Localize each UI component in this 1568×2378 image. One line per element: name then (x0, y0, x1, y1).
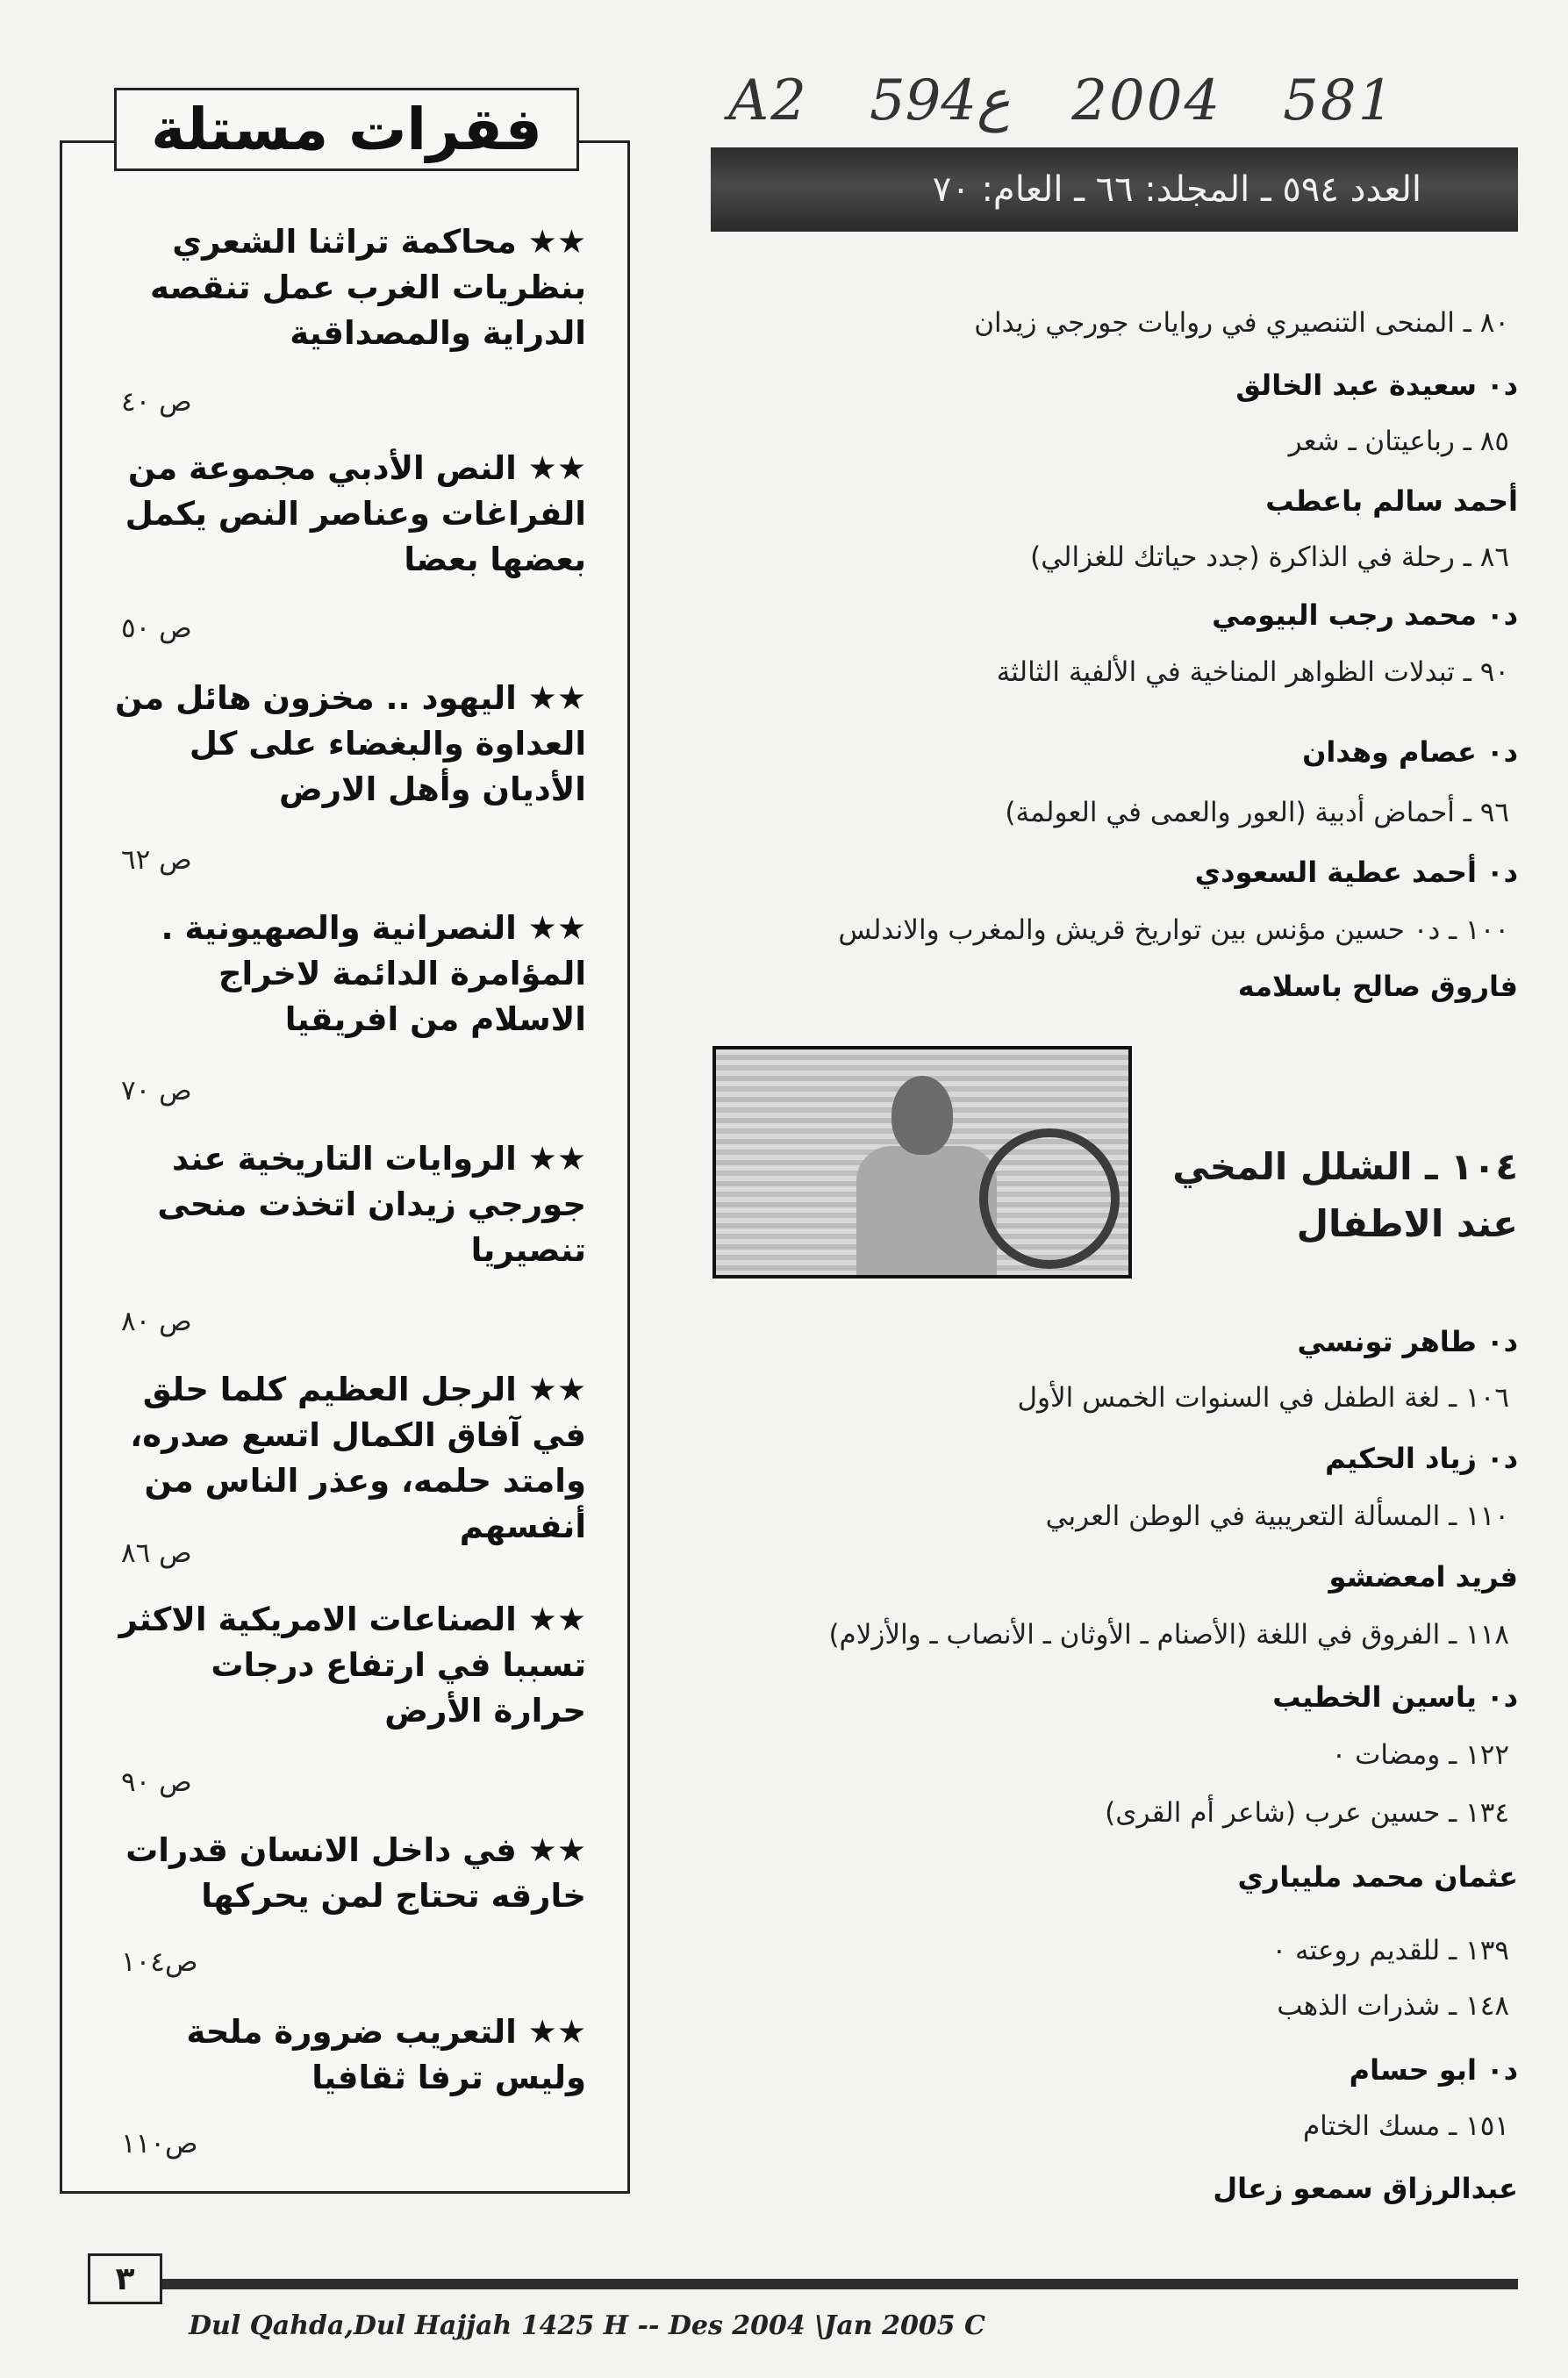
toc-item-author: عثمان محمد مليباري (1237, 1860, 1518, 1894)
quote-page-ref: ص ٧٠ (121, 1075, 192, 1107)
feature-photo (712, 1046, 1132, 1279)
quote-page-ref: ص ٨٠ (121, 1306, 192, 1337)
quote-page-ref: ص ٥٠ (121, 612, 192, 644)
wheelchair-wheel-icon (979, 1128, 1120, 1269)
quotes-panel-title: فقرات مستلة (114, 88, 579, 171)
handwritten-annotation (728, 53, 1457, 149)
quote-item[interactable]: ★★ الصناعات الامريكية الاكثر تسببا في ارتفاع درجات حرارة الأرض (118, 1601, 586, 1730)
quote-page-ref: ص ٨٦ (121, 1537, 192, 1569)
toc-item-title[interactable]: ١٤٨ ـ شذرات الذهب (1277, 1990, 1509, 2022)
quote-page-ref: ص١١٠ (121, 2128, 198, 2160)
page-number: ٣ (88, 2253, 162, 2304)
quote-item[interactable]: ★★ الروايات التاريخية عند جورجي زيدان اتخذت منحى تنصيريا (157, 1140, 586, 1269)
toc-item-title[interactable]: ١١٠ ـ المسألة التعريبية في الوطن العربي (1045, 1501, 1509, 1532)
handwriting-number: 581 (1283, 68, 1396, 133)
toc-item-author: فريد امعضشو (1328, 1560, 1518, 1594)
toc-item-author: أحمد سالم باعطب (1265, 484, 1518, 518)
quote-page-ref: ص ٩٠ (121, 1766, 192, 1798)
quote-item[interactable]: ★★ الرجل العظيم كلما حلق في آفاق الكمال اتسع صدره، وامتد حلمه، وعذر الناس من أنفسهم (130, 1371, 586, 1545)
issue-header-bar (711, 147, 1518, 232)
toc-item-author: د٠ محمد رجب البيومي (1212, 598, 1518, 632)
quote-item[interactable]: ★★ التعريب ضرورة ملحة وليس ترفا ثقافيا (186, 2013, 586, 2096)
toc-item-title[interactable]: ١٢٢ ـ ومضات ٠ (1331, 1739, 1509, 1771)
handwriting-issue: 594ع (869, 68, 1011, 133)
toc-item-title[interactable]: ١٣٤ ـ حسين عرب (شاعر أم القرى) (1105, 1797, 1509, 1829)
quote-item[interactable]: ★★ النص الأدبي مجموعة من الفراغات وعناصر النص يكمل بعضها بعضا (125, 449, 586, 578)
photo-child-body (856, 1146, 997, 1278)
toc-item-title[interactable]: ١٣٩ ـ للقديم روعته ٠ (1271, 1935, 1509, 1966)
toc-item-title[interactable]: ١٠٠ ـ د٠ حسين مؤنس بين تواريخ قريش والمغرب والاندلس (838, 914, 1509, 946)
photo-child-head (891, 1076, 953, 1155)
issue-line: العدد ٥٩٤ ـ المجلد: ٦٦ ـ العام: ٧٠ (932, 169, 1421, 210)
quote-page-ref: ص ٤٠ (121, 386, 192, 418)
toc-item-title[interactable]: ٨٥ ـ رباعيتان ـ شعر (1288, 426, 1509, 457)
quotes-list (112, 219, 586, 2185)
quote-page-ref: ص١٠٤ (121, 1946, 198, 1978)
quote-item[interactable]: ★★ اليهود .. مخزون هائل من العداوة والبغضاء على كل الأديان وأهل الارض (115, 679, 586, 808)
feature-author: د٠ طاهر تونسي (1297, 1325, 1518, 1358)
handwriting-code: A2 (728, 68, 808, 133)
footer-date-line: Dul Qahda,Dul Hajjah 1425 H -- Des 2004 \Jan 2005 C (189, 2310, 985, 2341)
handwriting-year: 2004 (1071, 68, 1222, 133)
toc-item-author: د٠ ابو حسام (1349, 2053, 1518, 2087)
toc-item-title[interactable]: ٩٦ ـ أحماض أدبية (العور والعمى في العولمة) (1005, 797, 1509, 828)
footer-rule (105, 2279, 1518, 2289)
toc-item-author: د٠ أحمد عطية السعودي (1194, 856, 1518, 889)
toc-item-title[interactable]: ٨٠ ـ المنحى التنصيري في روايات جورجي زيدان (974, 307, 1509, 339)
quote-item[interactable]: ★★ النصرانية والصهيونية . المؤامرة الدائمة لاخراج الاسلام من افريقيا (161, 909, 586, 1038)
toc-item-author: د٠ ياسين الخطيب (1272, 1680, 1518, 1714)
toc-item-author: د٠ زياد الحكيم (1325, 1442, 1518, 1475)
quote-page-ref: ص ٦٢ (121, 844, 192, 876)
feature-title-line2: عند الاطفال (1296, 1202, 1518, 1245)
toc-item-author: د٠ سعيدة عبد الخالق (1235, 369, 1518, 402)
toc-item-title[interactable]: ١٠٦ ـ لغة الطفل في السنوات الخمس الأول (1017, 1382, 1509, 1414)
toc-item-author: عبدالرزاق سمعو زعال (1213, 2172, 1518, 2205)
toc-item-author: د٠ عصام وهدان (1302, 735, 1518, 769)
toc-item-title[interactable]: ١١٨ ـ الفروق في اللغة (الأصنام ـ الأوثان ـ الأنصاب ـ والأزلام) (828, 1619, 1509, 1651)
toc-item-author: فاروق صالح باسلامه (1237, 970, 1518, 1003)
quote-item[interactable]: ★★ محاكمة تراثنا الشعري بنظريات الغرب عمل تنقصه الدراية والمصداقية (150, 223, 586, 352)
toc-item-title[interactable]: ١٥١ ـ مسك الختام (1302, 2110, 1509, 2142)
toc-item-title[interactable]: ٩٠ ـ تبدلات الظواهر المناخية في الألفية الثالثة (996, 656, 1509, 688)
feature-title-line1[interactable]: ١٠٤ ـ الشلل المخي (1172, 1145, 1518, 1188)
quote-item[interactable]: ★★ في داخل الانسان قدرات خارقه تحتاج لمن يحركها (125, 1831, 586, 1915)
toc-item-title[interactable]: ٨٦ ـ رحلة في الذاكرة (جدد حياتك للغزالي) (1030, 541, 1509, 573)
